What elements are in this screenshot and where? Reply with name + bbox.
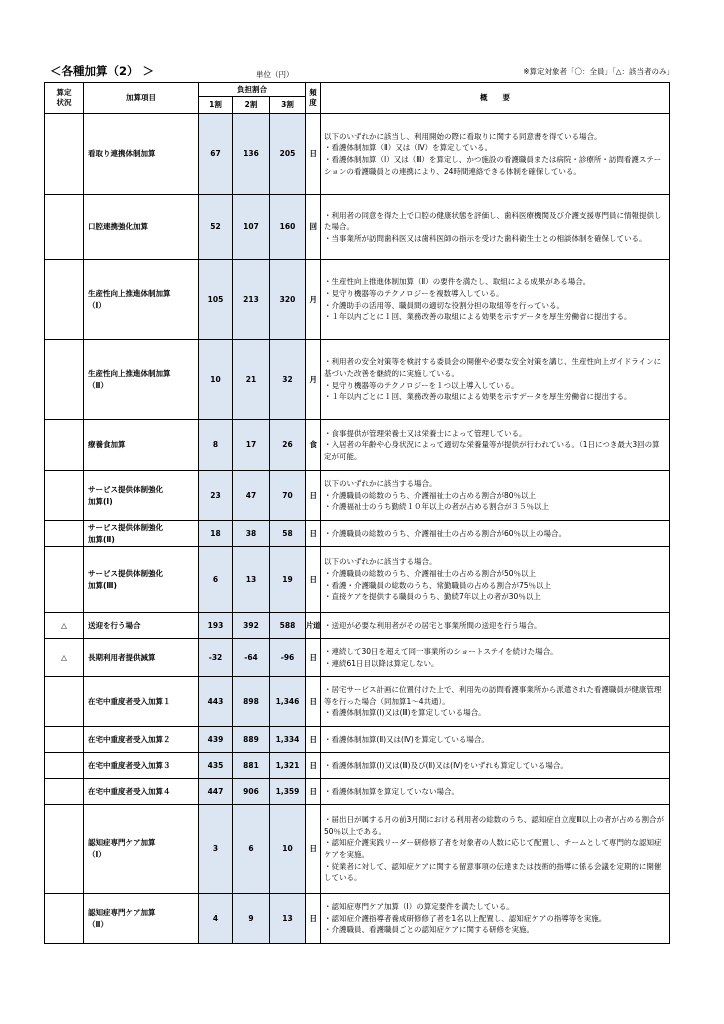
summary-cell (321, 639, 670, 677)
item-name: 認知症専門ケア加算 （Ⅰ） (84, 805, 199, 894)
summary-line: ・連続61日目以降は算定しない。 (324, 658, 439, 668)
summary-cell (321, 677, 670, 727)
summary-line: ・生産性向上推進体制加算（Ⅱ）の要件を満たし、取組による成果がある場合。 (324, 277, 591, 287)
target-mark (45, 260, 84, 340)
target-mark: △ (45, 639, 84, 677)
summary-line: ・認知症専門ケア加算（Ⅰ）の算定要件を満たしている。 (324, 902, 514, 912)
item-name: 療養食加算 (84, 420, 199, 471)
summary-cell (321, 114, 670, 195)
price-1wari: 447 (199, 779, 233, 805)
price-2wari: 392 (233, 613, 270, 639)
target-mark (45, 340, 84, 420)
frequency-unit: 日 (306, 471, 321, 521)
price-1wari: 52 (199, 195, 233, 260)
summary-line: 以下のいずれかに該当する場合。 (324, 479, 437, 489)
price-1wari: 23 (199, 471, 233, 521)
target-mark (45, 547, 84, 613)
summary-line: ・見守り機器等のテクノロジーを複数導入している。 (324, 288, 504, 298)
price-3wari: 26 (270, 420, 306, 471)
price-3wari: 160 (270, 195, 306, 260)
summary-cell (321, 779, 670, 805)
table-row (45, 613, 670, 639)
target-mark (45, 805, 84, 894)
summary-line: ・介護職員、看護職員ごとの認知症ケアに関する研修を実施。 (324, 925, 535, 935)
summary-line: ・直接ケアを提供する職員のうち、勤続7年以上の者が30％以上 (324, 592, 541, 602)
col-header-p2: 2割 (233, 97, 270, 114)
summary-line: ・居宅サービス計画に位置付けた上で、利用先の訪問看護事業所から派遣された看護職員が健康管理等を行った場合（同加算1～4共通）。 (324, 685, 662, 706)
summary-line: ・従業者に対して、認知症ケアに関する留意事項の伝達または技術的指導に係る会議を定期的に開催している。 (324, 861, 662, 883)
summary-line: ・介護職員の総数のうち、介護福祉士の占める割合が60％以上の場合。 (324, 528, 567, 538)
price-1wari: 105 (199, 260, 233, 340)
item-name: 口腔連携強化加算 (84, 195, 199, 260)
price-1wari: 193 (199, 613, 233, 639)
summary-line: ・１年以内ごとに１回、業務改善の取組による効果を示すデータを厚生労働省に提出する。 (324, 312, 632, 322)
frequency-unit: 日 (306, 521, 321, 547)
item-name: 在宅中重度者受入加算１ (84, 677, 199, 727)
table-row (45, 521, 670, 547)
summary-cell (321, 260, 670, 340)
fee-table (44, 82, 670, 944)
price-3wari: 19 (270, 547, 306, 613)
table-row (45, 639, 670, 677)
col-header-p3: 3割 (270, 97, 306, 114)
target-mark (45, 114, 84, 195)
summary-cell (321, 547, 670, 613)
price-3wari: 1,334 (270, 727, 306, 753)
table-row (45, 260, 670, 340)
price-1wari: 18 (199, 521, 233, 547)
table-row (45, 779, 670, 805)
item-name: 長期利用者提供減算 (84, 639, 199, 677)
item-name: 在宅中重度者受入加算２ (84, 727, 199, 753)
summary-line: ・認知症介護実践リーダー研修修了者を対象者の人数に応じて配置し、チームとして専門的な認知症ケアを実施。 (324, 838, 662, 859)
frequency-unit: 月 (306, 260, 321, 340)
item-name: サービス提供体制強化 加算(Ⅱ) (84, 521, 199, 547)
frequency-unit: 回 (306, 195, 321, 260)
col-header-unit: 頻 度 (306, 83, 321, 114)
price-3wari: 13 (270, 894, 306, 944)
table-row (45, 547, 670, 613)
price-3wari: -96 (270, 639, 306, 677)
item-name: 看取り連携体制加算 (84, 114, 199, 195)
summary-cell (321, 340, 670, 420)
summary-cell (321, 521, 670, 547)
price-3wari: 32 (270, 340, 306, 420)
table-row (45, 753, 670, 779)
price-3wari: 320 (270, 260, 306, 340)
frequency-unit: 月 (306, 340, 321, 420)
price-1wari: 443 (199, 677, 233, 727)
frequency-unit: 食 (306, 420, 321, 471)
summary-line: ・見守り機器等のテクノロジーを１つ以上導入している。 (324, 380, 519, 390)
price-1wari: 435 (199, 753, 233, 779)
summary-line: ・認知症介護指導者養成研修修了者を1名以上配置し、認知症ケアの指導等を実施。 (324, 913, 607, 923)
price-1wari: -32 (199, 639, 233, 677)
summary-line: ・介護職員の総数のうち、介護福祉士の占める割合が50％以上 (324, 568, 537, 578)
table-row (45, 114, 670, 195)
frequency-unit: 日 (306, 805, 321, 894)
price-3wari: 588 (270, 613, 306, 639)
table-row (45, 195, 670, 260)
summary-cell (321, 727, 670, 753)
summary-cell (321, 613, 670, 639)
item-name: 生産性向上推進体制加算 （Ⅱ） (84, 340, 199, 420)
summary-cell (321, 805, 670, 894)
table-row (45, 340, 670, 420)
table-row (45, 894, 670, 944)
target-mark (45, 779, 84, 805)
price-1wari: 6 (199, 547, 233, 613)
col-header-p1: 1割 (199, 97, 233, 114)
item-name: 在宅中重度者受入加算４ (84, 779, 199, 805)
table-row (45, 420, 670, 471)
price-3wari: 1,321 (270, 753, 306, 779)
item-name: 在宅中重度者受入加算３ (84, 753, 199, 779)
table-row (45, 677, 670, 727)
summary-line: ・看護体制加算(Ⅰ)又は(Ⅲ)及び(Ⅱ)又は(Ⅳ)をいずれも算定している場合。 (324, 760, 568, 770)
table-body (45, 114, 670, 944)
summary-line: ・看護体制加算(Ⅰ)又は(Ⅲ)を算定している場合。 (324, 708, 486, 718)
target-mark (45, 471, 84, 521)
summary-line: ・当事業所が訪問歯科医又は歯科医師の指示を受けた歯科衛生士との相談体制を確保している。 (324, 233, 647, 243)
frequency-unit: 日 (306, 779, 321, 805)
price-2wari: 889 (233, 727, 270, 753)
legend-note: ※算定対象者「〇：全員」「△：該当者のみ」 (523, 67, 674, 76)
summary-line: ・看護体制加算（Ⅱ）又は（Ⅳ）を算定している。 (324, 143, 493, 153)
table-row (45, 471, 670, 521)
item-name: サービス提供体制強化 加算(Ⅲ) (84, 547, 199, 613)
summary-cell (321, 753, 670, 779)
summary-line: ・送迎が必要な利用者がその居宅と事業所間の送迎を行う場合。 (324, 620, 542, 630)
frequency-unit: 日 (306, 114, 321, 195)
price-3wari: 1,346 (270, 677, 306, 727)
frequency-unit: 日 (306, 727, 321, 753)
price-2wari: 17 (233, 420, 270, 471)
target-mark (45, 420, 84, 471)
item-name: 送迎を行う場合 (84, 613, 199, 639)
price-2wari: 213 (233, 260, 270, 340)
item-name: 生産性向上推進体制加算 （Ⅰ） (84, 260, 199, 340)
price-1wari: 3 (199, 805, 233, 894)
price-3wari: 58 (270, 521, 306, 547)
summary-line: ・介護職員の総数のうち、介護福祉士の占める割合が80％以上 (324, 490, 537, 500)
summary-line: ・看護体制加算を算定していない場合。 (324, 786, 460, 796)
price-2wari: 906 (233, 779, 270, 805)
frequency-unit: 日 (306, 677, 321, 727)
price-2wari: 107 (233, 195, 270, 260)
summary-cell (321, 471, 670, 521)
summary-line: ・看護体制加算(Ⅱ)又は(Ⅳ)を算定している場合。 (324, 734, 489, 744)
frequency-unit: 日 (306, 639, 321, 677)
price-2wari: 881 (233, 753, 270, 779)
summary-cell (321, 195, 670, 260)
price-1wari: 67 (199, 114, 233, 195)
summary-line: ・届出日が属する月の前3月間における利用者の総数のうち、認知症自立度Ⅲ以上の者が占める割合が50％以上である。 (324, 815, 664, 836)
price-2wari: -64 (233, 639, 270, 677)
item-name: サービス提供体制強化 加算(Ⅰ) (84, 471, 199, 521)
price-3wari: 70 (270, 471, 306, 521)
item-name: 認知症専門ケア加算 （Ⅱ） (84, 894, 199, 944)
target-mark (45, 677, 84, 727)
price-2wari: 9 (233, 894, 270, 944)
summary-line: ・食事提供が管理栄養士又は栄養士によって管理している。 (324, 428, 527, 438)
summary-cell (321, 894, 670, 944)
target-mark (45, 727, 84, 753)
col-header-summary: 概 要 (321, 83, 670, 114)
summary-line: ・利用者の安全対策等を検討する委員会の開催や必要な安全対策を講じ、生産性向上ガイドラインに基づいた改善を継続的に実施している。 (324, 357, 662, 378)
price-2wari: 21 (233, 340, 270, 420)
price-1wari: 8 (199, 420, 233, 471)
frequency-unit: 日 (306, 753, 321, 779)
frequency-unit: 片道 (306, 613, 321, 639)
price-2wari: 6 (233, 805, 270, 894)
summary-line: ・入居者の年齢や心身状況によって適切な栄養量等が提供が行われている。（1日につき最大3回の算定が可能。 (324, 440, 660, 461)
summary-line: ・看護・介護職員の総数のうち、常勤職員の占める割合が75％以上 (324, 580, 552, 590)
price-1wari: 10 (199, 340, 233, 420)
summary-line: 以下のいずれかに該当し、利用開始の際に看取りに関する同意書を得ている場合。 (324, 131, 602, 141)
table-row (45, 805, 670, 894)
page-title: ＜各種加算（2） ＞ (50, 64, 155, 78)
price-3wari: 10 (270, 805, 306, 894)
unit-note: 単位（円） (256, 70, 294, 79)
price-2wari: 13 (233, 547, 270, 613)
summary-line: ・１年以内ごとに１回、業務改善の取組による効果を示すデータを厚生労働省に提出する。 (324, 392, 632, 402)
summary-cell (321, 420, 670, 471)
summary-line: ・介護福祉士のうち勤続１０年以上の者が占める割合が３５％以上 (324, 502, 550, 512)
summary-line: 以下のいずれかに該当する場合。 (324, 557, 437, 567)
price-2wari: 898 (233, 677, 270, 727)
summary-line: ・介護助手の活用等、職員間の適切な役割分担の取組等を行っている。 (324, 300, 565, 310)
target-mark (45, 195, 84, 260)
target-mark (45, 894, 84, 944)
price-1wari: 439 (199, 727, 233, 753)
price-2wari: 38 (233, 521, 270, 547)
price-3wari: 1,359 (270, 779, 306, 805)
summary-line: ・連続して30日を超えて同一事業所のショートステイを続けた場合。 (324, 646, 558, 656)
col-header-target: 算定 状況 (45, 83, 84, 114)
target-mark (45, 753, 84, 779)
price-2wari: 136 (233, 114, 270, 195)
price-2wari: 47 (233, 471, 270, 521)
frequency-unit: 日 (306, 547, 321, 613)
price-1wari: 4 (199, 894, 233, 944)
frequency-unit: 日 (306, 894, 321, 944)
target-mark (45, 521, 84, 547)
summary-line: ・看護体制加算（Ⅰ）又は（Ⅲ）を算定し、かつ施設の看護職員または病院・診療所・訪問看護ステーションの看護職員との連携により、24時間連絡できる体制を確保している。 (324, 155, 662, 176)
price-3wari: 205 (270, 114, 306, 195)
table-row (45, 727, 670, 753)
target-mark: △ (45, 613, 84, 639)
col-header-name: 加算項目 (84, 83, 199, 114)
summary-line: ・利用者の同意を得た上で口腔の健康状態を評価し、歯科医療機関及び介護支援専門員に情報提供した場合。 (324, 210, 662, 232)
col-header-burden: 負担割合 (199, 83, 306, 97)
